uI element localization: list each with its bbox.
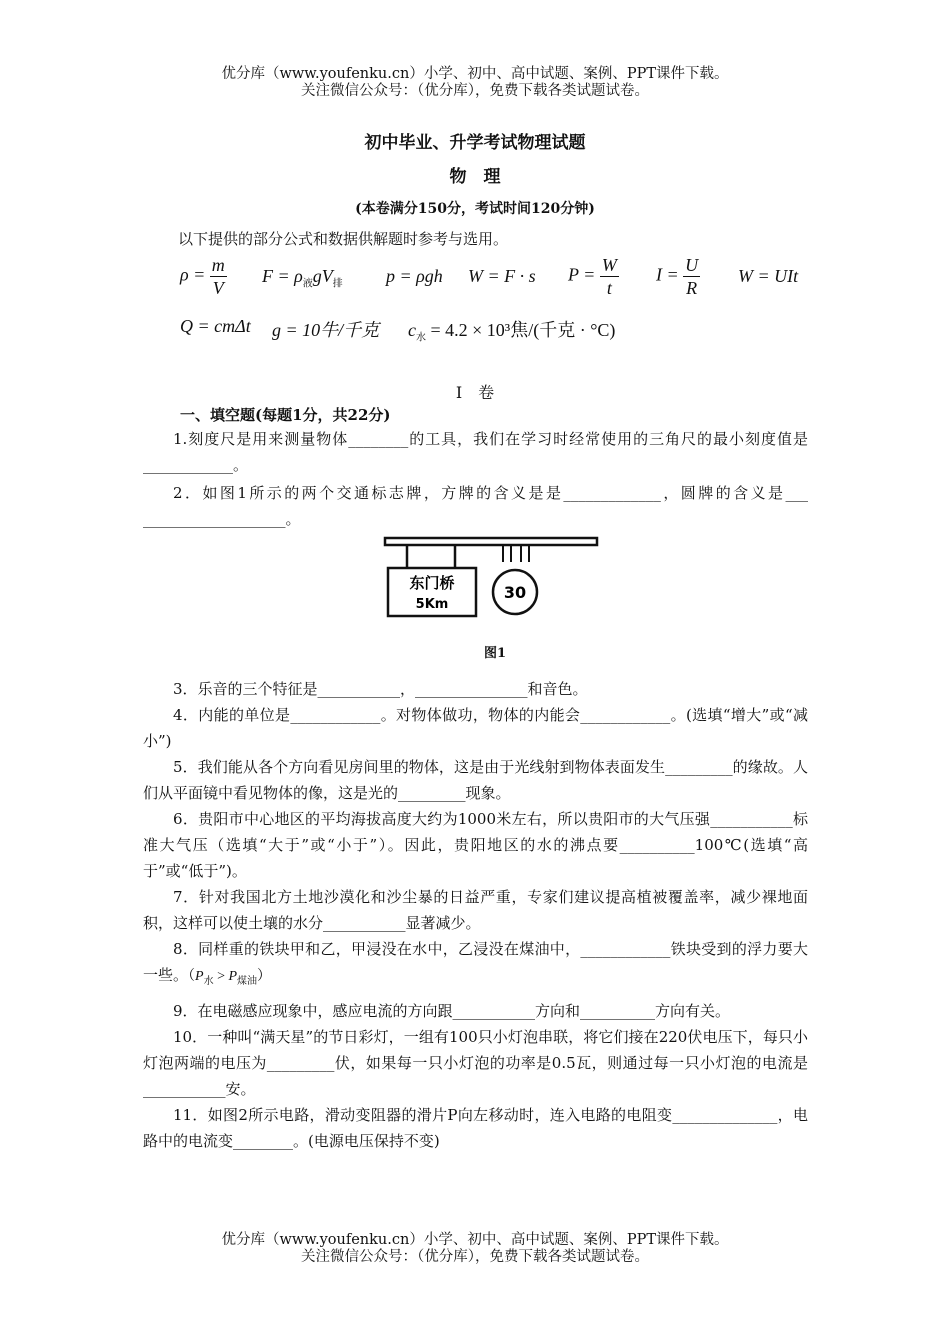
density-formula (180, 254, 227, 299)
questions-block-1 (143, 426, 808, 532)
power-fraction (600, 254, 619, 299)
question-8-formula: $(P_水 > P_{煤油})$ (188, 969, 272, 987)
formula-intro: 以下提供的部分公式和数据供解题时参考与选用。 (178, 230, 509, 248)
buoyancy-sub2: 排 (332, 278, 343, 290)
question-7: 7．针对我国北方土地沙漠化和沙尘暴的日益严重，专家们建议提高植被覆盖率，减少裸地面积，这样可以使土壤的水分___________显著减少。 (143, 888, 808, 932)
question-8-text: 8．同样重的铁块甲和乙，甲浸没在水中，乙浸没在煤油中，____________铁块受到的浮力要大一些。 (143, 940, 808, 984)
question-1: 1.刻度尺是用来测量物体________的工具，我们在学习时经常使用的三角尺的最小刻度值是____________。 (143, 430, 808, 474)
round-sign-speed: 30 (503, 583, 527, 602)
buoyancy-sub1: 液 (302, 278, 313, 290)
q8-sub1: 水 (203, 975, 214, 987)
page-footer (0, 1232, 950, 1266)
page-header (0, 66, 950, 100)
square-sign-distance: 5Km (415, 597, 449, 612)
exam-title: 初中毕业、升学考试物理试题 (364, 133, 586, 153)
power-num: W (601, 255, 617, 275)
density-num: m (211, 255, 225, 275)
header-line-2: 关注微信公众号：（优分库），免费下载各类试题试卷。 (301, 83, 649, 99)
question-4: 4．内能的单位是____________。对物体做功，物体的内能会____________。(选填“增大”或“减小”) (143, 706, 808, 750)
question-11: 11．如图2所示电路，滑动变阻器的滑片P向左移动时，连入电路的电阻变______________，电路中的电流变________。(电源电压保持不变) (143, 1106, 808, 1150)
buoyancy-formula (262, 266, 343, 290)
q8-gt: > (217, 969, 225, 984)
current-fraction (683, 254, 700, 299)
question-10: 10．一种叫“满天星”的节日彩灯，一组有100只小灯泡串联，将它们接在220伏电压下，每只小灯泡两端的电压为_________伏，如果每一只小灯泡的功率是0.5瓦，则通过每一只小灯泡的电流是___________安。 (143, 1028, 808, 1098)
electric-work-formula: W = UIt (738, 266, 799, 286)
specific-heat-symbol: c (408, 320, 416, 340)
current-den: R (686, 278, 698, 298)
buoyancy-a: F = ρ (262, 266, 303, 286)
current-lhs: I = (656, 264, 679, 285)
square-sign-place: 东门桥 (409, 574, 455, 592)
question-8 (143, 936, 808, 995)
sign-bar (385, 538, 597, 545)
question-6: 6．贵阳市中心地区的平均海拔高度大约为1000米左右，所以贵阳市的大气压强___________标准大气压（选填“大于”或“小于”）。因此，贵阳地区的水的沸点要__________100℃(选填“高于”或“低于”)。 (143, 810, 808, 880)
exam-info: (本卷满分150分，考试时间120分钟) (355, 201, 595, 217)
density-den: V (212, 278, 224, 298)
subject-title: 物 理 (449, 167, 501, 187)
gravity-constant: g = 10牛/千克 (272, 320, 380, 340)
power-den: t (606, 278, 612, 298)
density-lhs: ρ = (180, 264, 206, 285)
header-line-1: 优分库（www.youfenku.cn）小学、初中、高中试题、案例、PPT课件下载。 (221, 66, 729, 82)
heat-formula: Q = cmΔt (180, 316, 251, 336)
questions-block-2 (143, 676, 808, 995)
q8-p1: P (195, 969, 204, 984)
question-5: 5．我们能从各个方向看见房间里的物体，这是由于光线射到物体表面发生_________的缘故。人们从平面镜中看见物体的像，这是光的_________现象。 (143, 758, 808, 802)
questions-block-3 (143, 998, 808, 1154)
power-formula (568, 254, 619, 299)
specific-heat-water (408, 316, 615, 344)
density-fraction (210, 254, 227, 299)
footer-line-1: 优分库（www.youfenku.cn）小学、初中、高中试题、案例、PPT课件下载。 (221, 1232, 729, 1248)
buoyancy-b: gV (312, 266, 333, 286)
question-9: 9．在电磁感应现象中，感应电流的方向跟___________方向和__________方向有关。 (173, 1002, 731, 1020)
power-lhs: P = (568, 264, 596, 285)
pressure-formula: p = ρgh (386, 266, 443, 286)
volume-heading: Ⅰ 卷 (455, 383, 495, 402)
current-num: U (685, 255, 699, 275)
specific-heat-value: = 4.2 × 10³焦/(千克 · °C) (430, 320, 616, 340)
section-heading: 一、填空题(每题1分，共22分) (180, 406, 391, 424)
current-formula (656, 254, 700, 299)
q8-sub2: 煤油 (237, 975, 258, 987)
question-2: 2．如图1所示的两个交通标志牌，方牌的含义是是_____________，圆牌的含义是___ ___________________。 (143, 484, 808, 528)
figure-1-caption: 图1 (483, 646, 507, 661)
q8-p2: P (228, 969, 238, 984)
footer-line-2: 关注微信公众号：（优分库），免费下载各类试题试卷。 (301, 1249, 649, 1265)
question-3: 3．乐音的三个特征是___________，_______________和音色。 (173, 680, 588, 698)
specific-heat-sub: 水 (416, 332, 426, 344)
work-formula: W = F · s (468, 266, 536, 286)
